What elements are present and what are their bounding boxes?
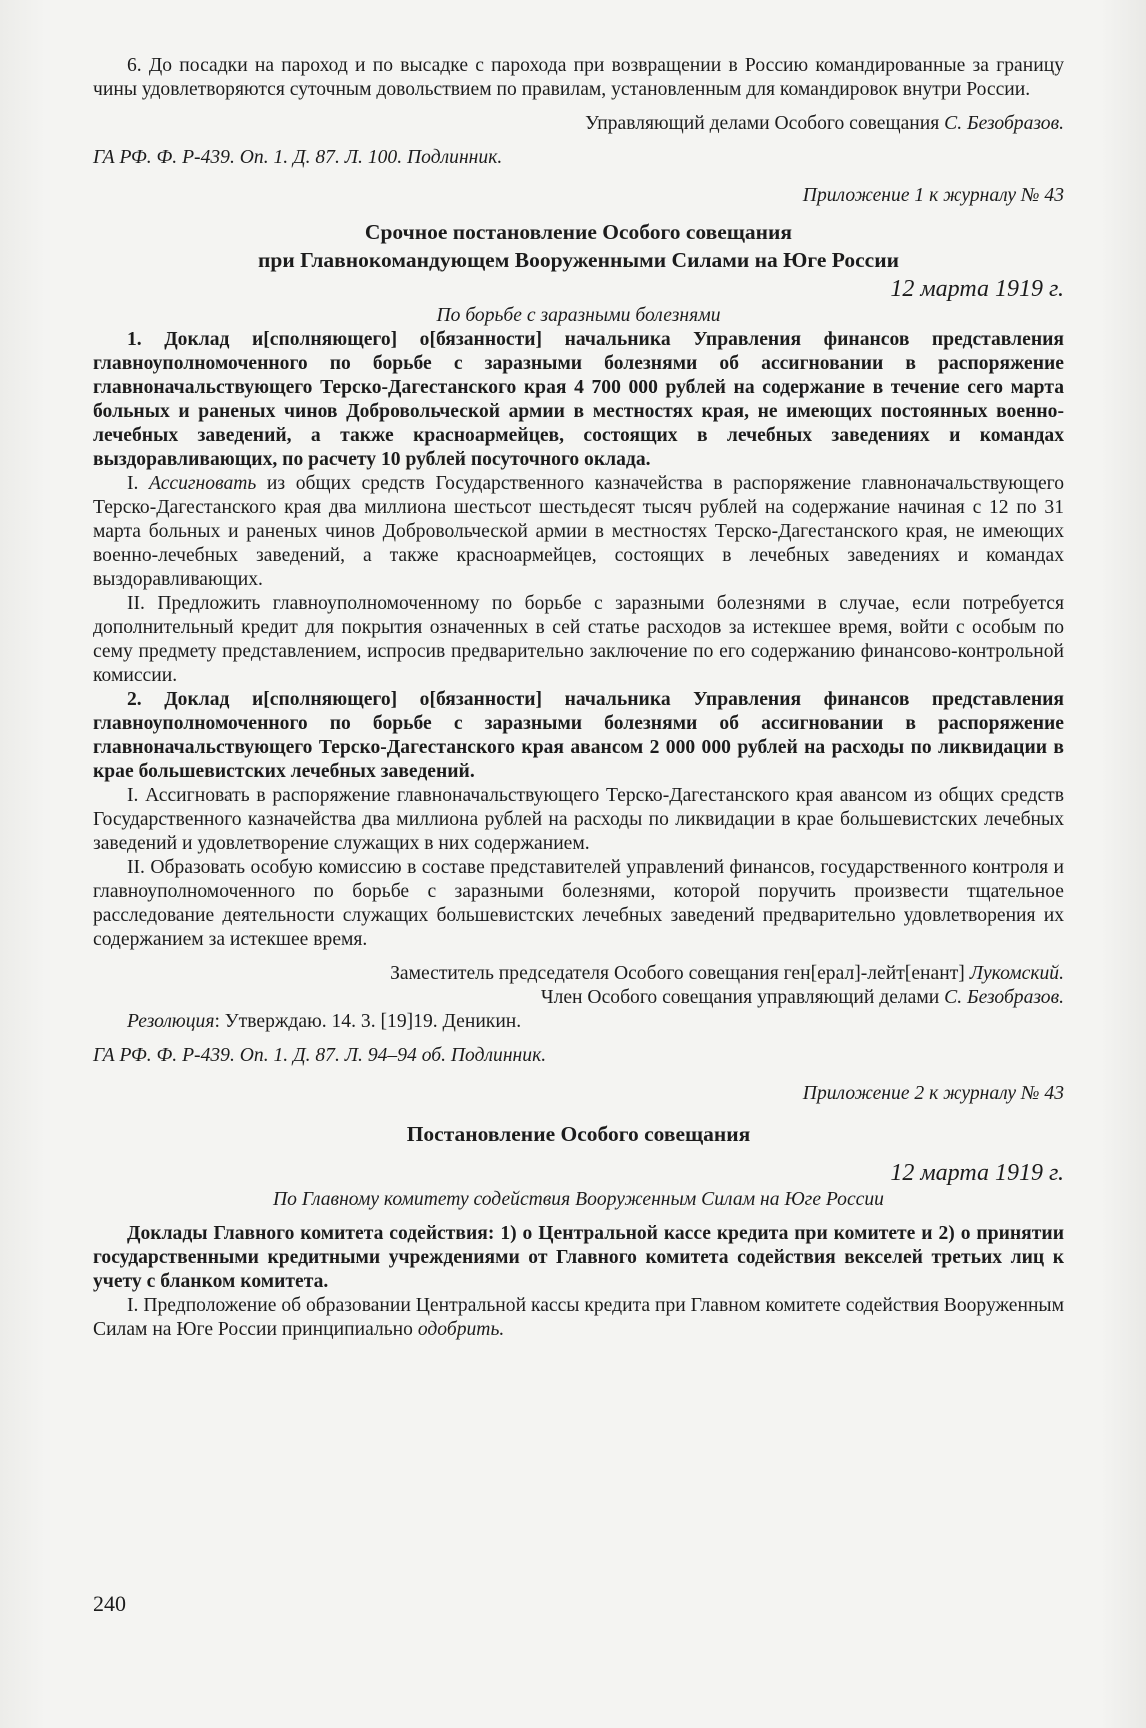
signature1-name: Лукомский. bbox=[969, 963, 1064, 984]
intro-paragraph: 6. До посадки на пароход и по высадке с парохода при возвращении в Россию командированные за границу чины удовлетворяются суточным довольствием по правилам, установленным для командировок внутри России. bbox=[93, 55, 1064, 100]
appendix1-item1-decision1 bbox=[93, 472, 1064, 592]
appendix1-resolution bbox=[93, 1010, 1064, 1034]
appendix1-label: Приложение 1 к журналу № 43 bbox=[802, 185, 1064, 206]
intro-archive-reference: ГА РФ. Ф. Р-439. Оп. 1. Д. 87. Л. 100. Подлинник. bbox=[93, 147, 503, 168]
appendix1-item2-heading: 2. Доклад и[сполняющего] о[бязанности] начальника Управления финансов представления главноуполномоченного по борьбе с заразными болезнями об ассигновании в распоряжение главноначальствующего Терско-Дагестанского края авансом 2 000 000 рублей на расходы по ликвидации в крае большевистских лечебных заведений. bbox=[93, 689, 1064, 782]
page-number: 240 bbox=[93, 1591, 126, 1616]
appendix1-signature1 bbox=[93, 962, 1064, 986]
intro-signature-position: Управляющий делами Особого совещания bbox=[585, 113, 940, 134]
item1-decision1-text: из общих средств Государственного казначейства в распоряжение главноначальствующего Терско-Дагестанского края два миллиона шестьсот шестьдесят тысяч рублей на содержание начиная с 12 по 31 марта больных и раненых чинов Добровольческой армии в местностях Терско-Дагестанского края, не имеющих военно-лечебных заведений, а также красноармейцев, состоящих в лечебных заведениях и командах выздоравливающих. bbox=[93, 473, 1064, 590]
appendix1-title-line1: Срочное постановление Особого совещания bbox=[364, 220, 793, 244]
appendix1-archive-reference: ГА РФ. Ф. Р-439. Оп. 1. Д. 87. Л. 94–94 об. Подлинник. bbox=[93, 1045, 547, 1066]
resolution-label: Резолюция bbox=[127, 1011, 215, 1032]
signature2-position: Член Особого совещания управляющий делами bbox=[540, 987, 940, 1008]
intro-signature-name: С. Безобразов. bbox=[944, 113, 1064, 134]
appendix1-date: 12 марта 1919 г. bbox=[890, 276, 1064, 302]
appendix1-item1-heading: 1. Доклад и[сполняющего] о[бязанности] начальника Управления финансов представления главноуполномоченного по борьбе с заразными болезнями об ассигновании в распоряжение главноначальствующего Терско-Дагестанского края 4 700 000 рублей на содержание в течение сего марта больных и раненых чинов Добровольческой армии в местностях края, не имеющих постоянных военно-лечебных заведений, а также красноармейцев, состоящих в лечебных заведениях и командах выздоравливающих, по расчету 10 рублей посуточного оклада. bbox=[93, 329, 1064, 470]
appendix1-signature2 bbox=[93, 986, 1064, 1010]
appendix2-date: 12 марта 1919 г. bbox=[890, 1160, 1064, 1186]
appendix1-title-line2: при Главнокомандующем Вооруженными Силами на Юге России bbox=[257, 248, 900, 272]
intro-signature bbox=[93, 112, 1064, 136]
appendix1-item1-decision2: II. Предложить главноуполномоченному по борьбе с заразными болезнями в случае, если потребуется дополнительный кредит для покрытия означенных в сей статье расходов за истекшее время, войти с особым по сему предмету представлением, испросив предварительно заключение по его содержанию финансово-контрольной комиссии. bbox=[93, 593, 1064, 686]
appendix2-decision1 bbox=[93, 1294, 1064, 1342]
signature1-position: Заместитель председателя Особого совещания ген[ерал]-лейт[енант] bbox=[390, 963, 965, 984]
item1-decision1-verb: Ассигновать bbox=[149, 473, 257, 494]
appendix2-decision1-text: I. Предположение об образовании Центральной кассы кредита при Главном комитете содействия Вооруженным Силам на Юге России принципиально bbox=[93, 1295, 1064, 1340]
signature2-name: С. Безобразов. bbox=[944, 987, 1064, 1008]
appendix2-heading: Доклады Главного комитета содействия: 1) о Центральной кассе кредита при комитете и 2) о принятии государственными кредитными учреждениями от Главного комитета содействия векселей третьих лиц к учету с бланком комитета. bbox=[93, 1223, 1064, 1292]
appendix2-subject: По Главному комитету содействия Вооруженным Силам на Юге России bbox=[273, 1189, 884, 1210]
item1-decision1-lead: I. bbox=[127, 473, 139, 494]
appendix2-title: Постановление Особого совещания bbox=[406, 1122, 751, 1146]
resolution-text: : Утверждаю. 14. 3. [19]19. Деникин. bbox=[214, 1011, 522, 1032]
appendix2-decision1-verb: одобрить. bbox=[417, 1319, 505, 1340]
appendix1-item2-decision2: II. Образовать особую комиссию в составе представителей управлений финансов, государственного контроля и главноуполномоченного по борьбе с заразными болезнями, которой поручить произвести тщательное расследование деятельности служащих большевистских лечебных заведений предварительно удовлетворения их содержанием за истекшее время. bbox=[93, 857, 1064, 950]
appendix2-label: Приложение 2 к журналу № 43 bbox=[802, 1083, 1064, 1104]
appendix1-subject: По борьбе с заразными болезнями bbox=[436, 305, 721, 326]
appendix1-item2-decision1: I. Ассигновать в распоряжение главноначальствующего Терско-Дагестанского края авансом из общих средств Государственного казначейства два миллиона рублей на расходы по ликвидации в крае большевистских лечебных заведений и удовлетворение служащих в них содержанием. bbox=[93, 785, 1064, 854]
page-content bbox=[93, 54, 1064, 1342]
